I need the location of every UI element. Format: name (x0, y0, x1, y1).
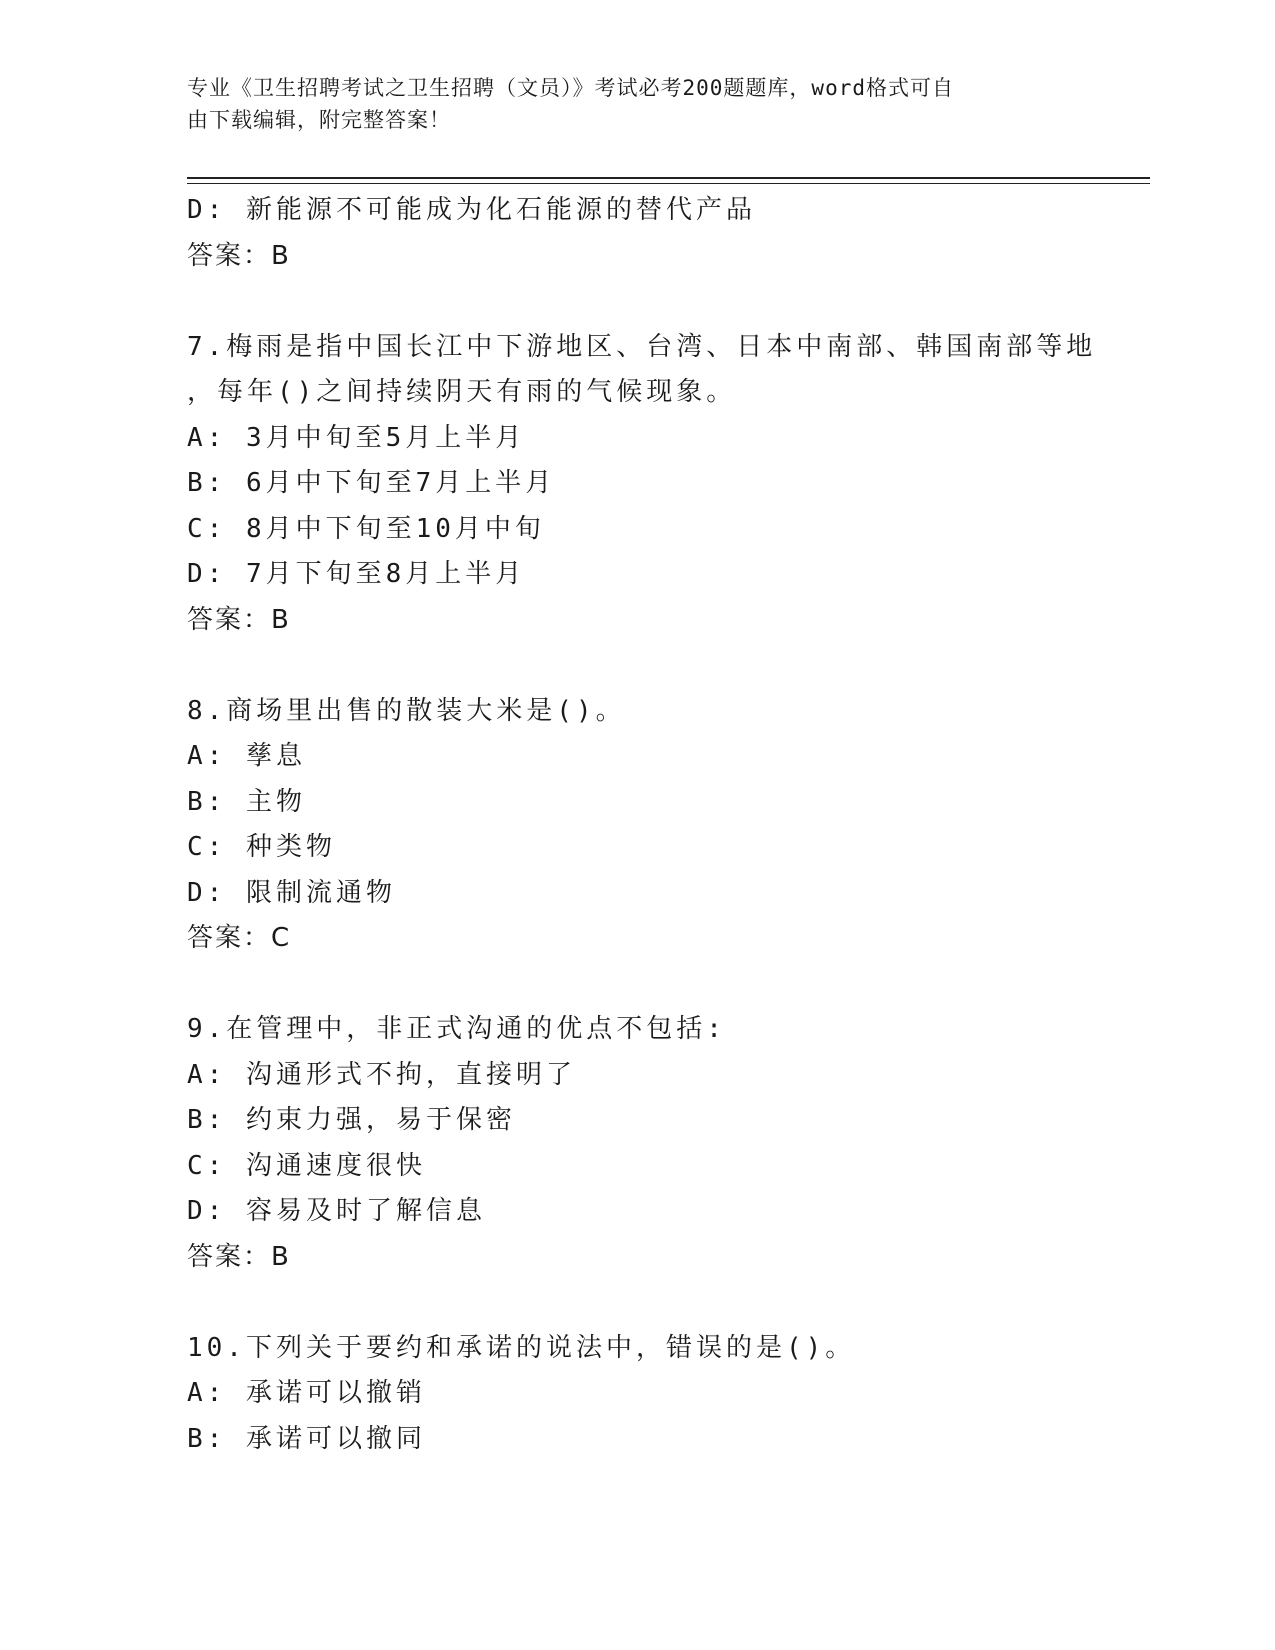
spacer (187, 1280, 1087, 1326)
header-line-1: 专业《卫生招聘考试之卫生招聘（文员）》考试必考200题题库，word格式可自 (187, 76, 954, 100)
spacer (187, 279, 1087, 325)
question-6 (187, 188, 1087, 279)
question-9 (187, 1007, 1087, 1280)
header-line-2: 由下载编辑，附完整答案！ (187, 108, 451, 132)
option-a: A: 沟通形式不拘，直接明了 (187, 1059, 576, 1090)
option-d: D: 限制流通物 (187, 877, 396, 908)
answer-line: 答案：C (187, 923, 292, 953)
question-stem: 10.下列关于要约和承诺的说法中，错误的是()。 (187, 1332, 856, 1363)
question-stem: 9.在管理中，非正式沟通的优点不包括: (187, 1014, 726, 1044)
option-a: A: 3月中旬至5月上半月 (187, 422, 526, 453)
question-7 (187, 325, 1097, 644)
option-c: C: 沟通速度很快 (187, 1150, 426, 1181)
document-header (187, 72, 1067, 136)
answer-line: 答案：B (187, 1241, 291, 1272)
option-d: D: 7月下旬至8月上半月 (187, 559, 526, 589)
header-rule-bottom (187, 183, 1150, 184)
question-stem: 7.梅雨是指中国长江中下游地区、台湾、日本中南部、韩国南部等地 (187, 331, 1097, 362)
option-a: A: 承诺可以撤销 (187, 1378, 426, 1408)
question-stem-continued: ，每年()之间持续阴天有雨的气候现象。 (187, 377, 737, 407)
spacer (187, 643, 1087, 689)
option-d: D: 新能源不可能成为化石能源的替代产品 (187, 195, 756, 225)
option-b: B: 6月中下旬至7月上半月 (187, 468, 556, 498)
option-c: C: 8月中下旬至10月中旬 (187, 513, 545, 544)
question-8 (187, 689, 1087, 962)
option-b: B: 主物 (187, 786, 306, 817)
header-rule-top (187, 177, 1150, 179)
option-a: A: 孳息 (187, 741, 306, 771)
option-d: D: 容易及时了解信息 (187, 1196, 486, 1226)
option-b: B: 承诺可以撤同 (187, 1423, 426, 1454)
answer-line: 答案：B (187, 240, 291, 271)
question-10 (187, 1326, 1087, 1463)
question-stem: 8.商场里出售的散装大米是()。 (187, 695, 626, 726)
question-list (187, 188, 1097, 1462)
spacer (187, 962, 1087, 1008)
option-c: C: 种类物 (187, 832, 336, 862)
option-b: B: 约束力强，易于保密 (187, 1105, 516, 1135)
answer-line: 答案：B (187, 604, 291, 635)
